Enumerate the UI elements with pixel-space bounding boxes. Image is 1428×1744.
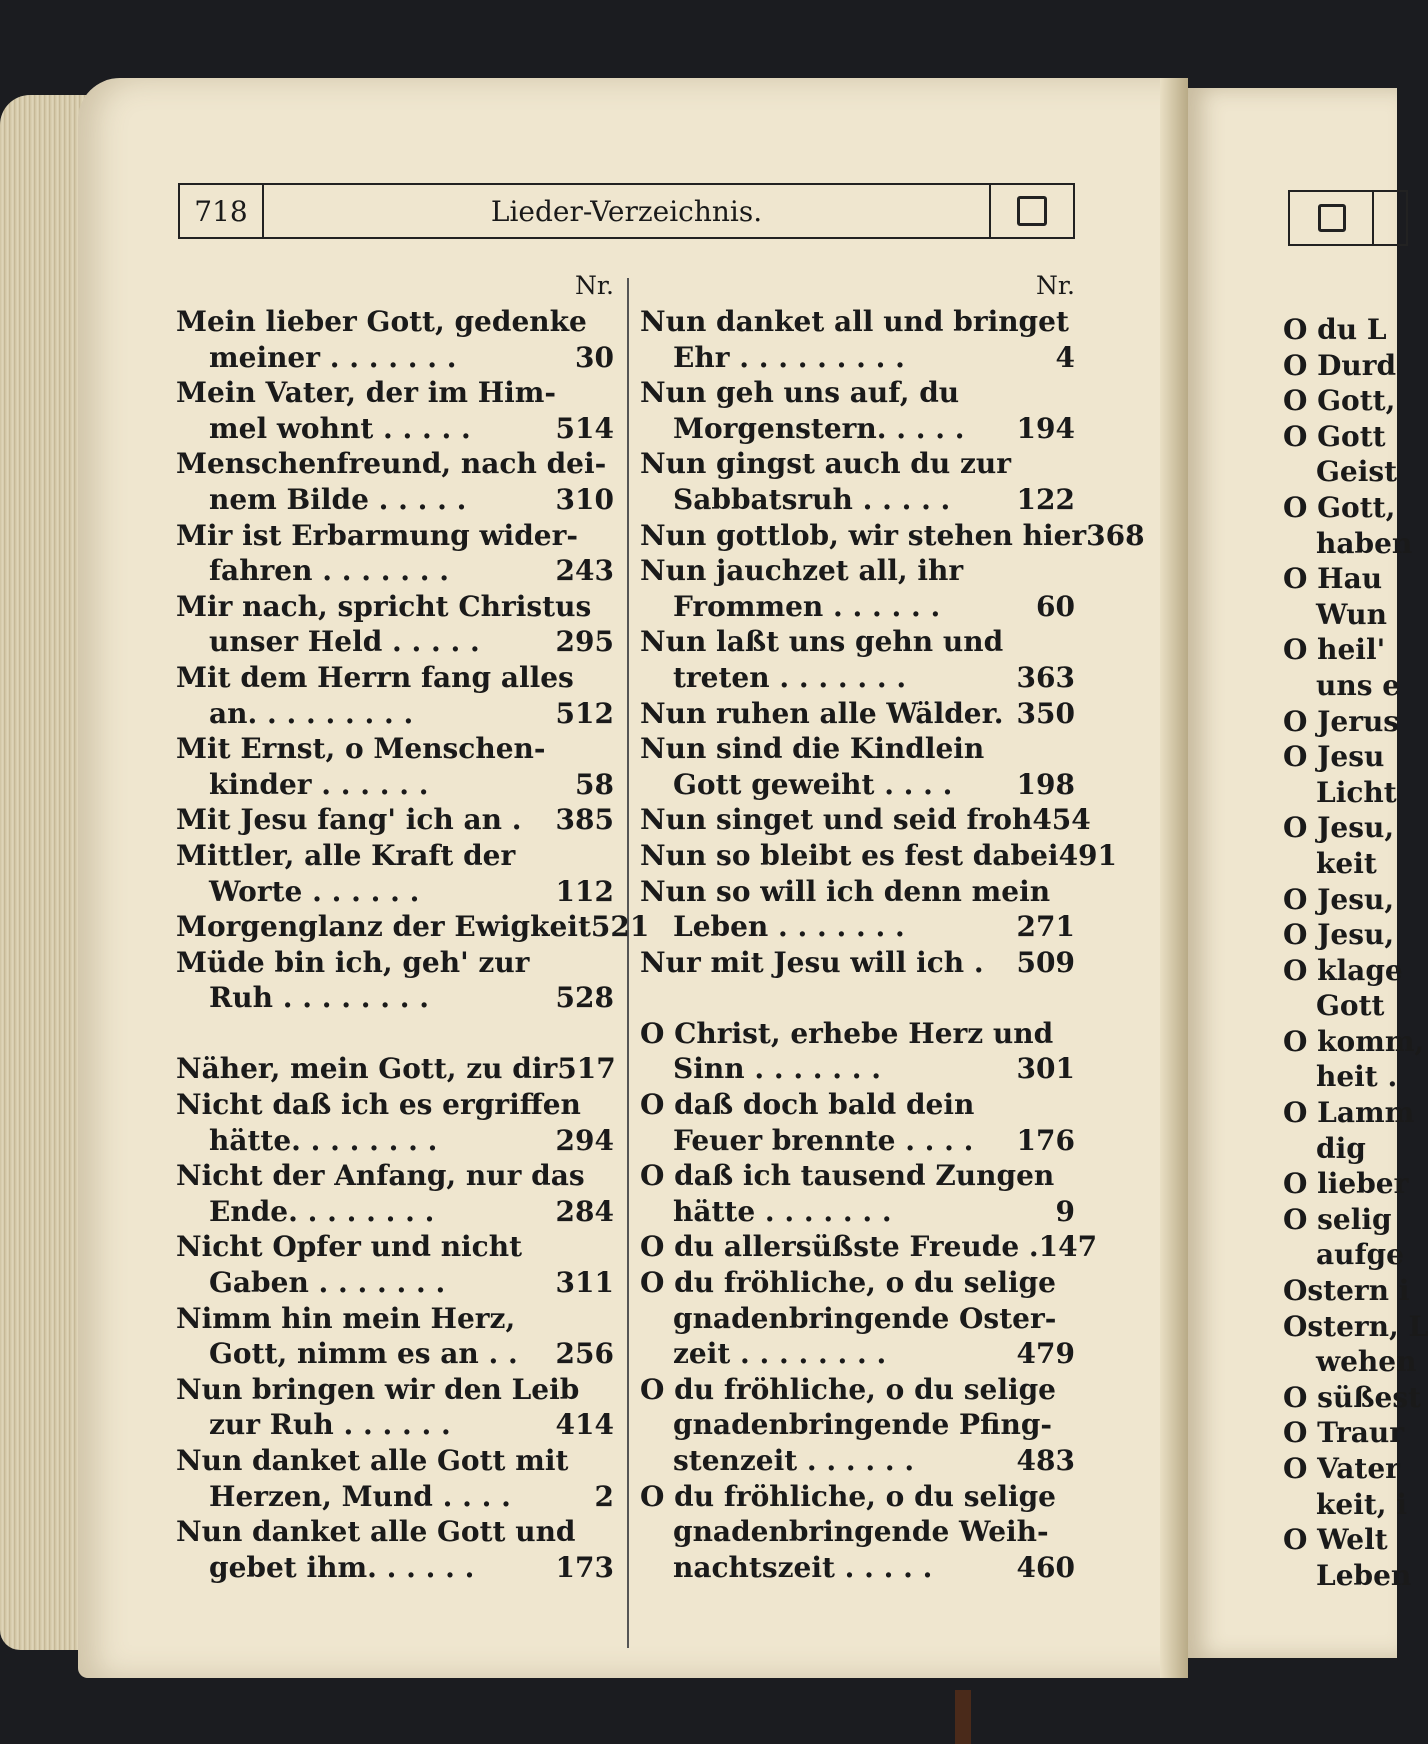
- hymn-number: 30: [575, 340, 614, 374]
- hymn-title: zur Ruh . . . . . .: [209, 1408, 451, 1442]
- hymn-title: O Hau: [1283, 562, 1383, 596]
- hymn-title: Morgenglanz der Ewigkeit: [176, 910, 591, 944]
- hymn-number: 256: [555, 1337, 614, 1371]
- hymn-number: 194: [1016, 411, 1075, 445]
- hymn-title: Nur mit Jesu will ich .: [640, 945, 984, 979]
- hymn-title: O heil': [1283, 633, 1386, 667]
- hymn-title: gnadenbringende Weih-: [673, 1515, 1049, 1549]
- index-line: [176, 1158, 614, 1194]
- hymn-title: Nun laßt uns gehn und: [640, 625, 1004, 659]
- hymn-number: 479: [1016, 1337, 1075, 1371]
- hymn-title: mel wohnt . . . . .: [209, 411, 471, 445]
- hymn-title: O komm,: [1283, 1024, 1425, 1058]
- index-line: [1283, 312, 1397, 348]
- index-line: [176, 1372, 614, 1408]
- index-line: [176, 1443, 614, 1479]
- index-line: [1283, 1380, 1422, 1416]
- index-line: [1283, 632, 1397, 668]
- square-icon: [1017, 196, 1047, 226]
- index-line: [176, 874, 614, 910]
- index-line: [640, 1265, 1075, 1301]
- index-line: [176, 624, 614, 660]
- index-line: [1283, 988, 1397, 1024]
- index-line: [1283, 775, 1397, 811]
- index-line: [640, 696, 1075, 732]
- index-line: [176, 1123, 614, 1159]
- index-line: [640, 411, 1075, 447]
- hymn-number: 363: [1016, 660, 1075, 694]
- hymn-number: 521: [590, 910, 650, 944]
- hymn-number: 112: [555, 874, 614, 908]
- hymn-number: 294: [555, 1123, 614, 1157]
- hymn-title: Nun danket alle Gott mit: [176, 1444, 569, 1477]
- index-line: [640, 482, 1075, 518]
- hymn-title: meiner . . . . . . .: [209, 340, 457, 374]
- hymn-title: Sabbatsruh . . . . .: [673, 482, 951, 516]
- section-gap: [176, 1016, 614, 1052]
- nr-label: Nr.: [574, 271, 614, 300]
- hymn-number: 350: [1016, 696, 1075, 730]
- index-line: [1283, 810, 1397, 846]
- index-line: [640, 945, 1075, 981]
- hymn-number: 491: [1058, 838, 1118, 872]
- hymn-title: Ruh . . . . . . . .: [209, 981, 429, 1015]
- hymn-number: 311: [555, 1266, 614, 1300]
- hymn-title: haben: [1316, 526, 1413, 560]
- hymn-title: Wun: [1316, 597, 1388, 631]
- index-line: [640, 1123, 1075, 1159]
- hymn-title: Nicht Opfer und nicht: [176, 1230, 523, 1264]
- hymn-title: hätte . . . . . . .: [673, 1194, 892, 1228]
- square-icon: [1318, 204, 1346, 232]
- index-line: [1283, 1024, 1425, 1060]
- hymn-title: Mir nach, spricht Christus: [176, 589, 592, 623]
- hymn-title: Herzen, Mund . . . .: [209, 1479, 511, 1513]
- index-line: [1283, 1166, 1409, 1202]
- hymn-title: hätte. . . . . . . .: [209, 1123, 438, 1157]
- index-line: [176, 838, 614, 874]
- index-line: [640, 446, 1075, 482]
- hymn-title: O selig: [1283, 1202, 1392, 1236]
- middle-column: [640, 268, 1145, 1585]
- hymn-title: unser Held . . . . .: [209, 625, 480, 659]
- index-line: [640, 1229, 1098, 1265]
- hymn-title: Nun ruhen alle Wälder.: [640, 696, 1004, 730]
- hymn-title: stenzeit . . . . . .: [673, 1444, 915, 1477]
- hymn-title: Frommen . . . . . .: [673, 589, 941, 623]
- hymn-number: 243: [555, 554, 614, 588]
- hymn-number: 310: [555, 482, 614, 516]
- hymn-title: fahren . . . . . . .: [209, 554, 449, 588]
- index-line: [1283, 1309, 1428, 1345]
- hymn-title: Mittler, alle Kraft der: [176, 838, 516, 872]
- hymn-title: nachtszeit . . . . .: [673, 1550, 933, 1584]
- index-line: [1283, 1273, 1410, 1309]
- hymn-title: treten . . . . . . .: [673, 660, 907, 694]
- index-line: [640, 1087, 1075, 1123]
- hymn-title: gnadenbringende Pfing-: [673, 1408, 1053, 1442]
- column-divider: [627, 278, 629, 1648]
- hymn-title: Gott geweiht . . . .: [673, 767, 953, 801]
- index-line: [640, 1372, 1075, 1408]
- hymn-title: gebet ihm. . . . . .: [209, 1550, 475, 1584]
- hymn-title: O Gott: [1283, 419, 1386, 453]
- hymn-title: O Jesu: [1283, 740, 1385, 774]
- index-line: [1283, 526, 1413, 562]
- hymn-title: aufge: [1316, 1238, 1404, 1272]
- index-line: [1283, 454, 1397, 490]
- index-line: [176, 660, 614, 696]
- index-line: [176, 340, 614, 376]
- index-line: [640, 1336, 1075, 1372]
- hymn-title: O Gott,: [1283, 384, 1396, 418]
- hymn-number: 4: [1055, 340, 1075, 374]
- index-line: [176, 1194, 614, 1230]
- hymn-number: 295: [555, 625, 614, 659]
- hymn-title: Nun so bleibt es fest dabei: [640, 838, 1059, 872]
- hymn-title: O du fröhliche, o du selige: [640, 1479, 1056, 1513]
- index-line: [640, 874, 1075, 910]
- hymn-title: heit .: [1316, 1060, 1398, 1094]
- index-line: [1283, 419, 1397, 455]
- index-line: [640, 802, 1091, 838]
- index-line: [176, 1087, 614, 1123]
- index-line: [1283, 1095, 1415, 1131]
- index-line: [1283, 704, 1400, 740]
- hymn-title: Nun sind die Kindlein: [640, 732, 985, 766]
- hymn-title: nem Bilde . . . . .: [209, 482, 467, 516]
- index-line: [1283, 561, 1397, 597]
- hymn-title: O du fröhliche, o du selige: [640, 1372, 1056, 1406]
- index-line: [640, 589, 1075, 625]
- hymn-title: gnadenbringende Oster-: [673, 1301, 1057, 1335]
- index-line: [1283, 1131, 1397, 1167]
- index-line: [1283, 882, 1397, 918]
- index-line: [1283, 846, 1397, 882]
- hymn-title: O du L: [1283, 313, 1387, 346]
- hymn-title: O Lamm: [1283, 1096, 1415, 1130]
- index-line: [176, 446, 614, 482]
- hymn-title: an. . . . . . . . .: [209, 696, 414, 730]
- hymn-title: O Jerus: [1283, 704, 1400, 738]
- hymn-number: 385: [555, 803, 614, 837]
- index-line: [1283, 1059, 1397, 1095]
- index-line: [176, 909, 650, 945]
- hymn-number: 122: [1016, 482, 1075, 516]
- hymn-number: 454: [1032, 803, 1091, 837]
- index-line: [1283, 668, 1401, 704]
- index-line: [176, 304, 614, 340]
- index-line: [176, 1229, 614, 1265]
- hymn-title: kinder . . . . . .: [209, 767, 429, 801]
- index-line: [1283, 383, 1397, 419]
- nr-label: Nr.: [1035, 271, 1075, 300]
- index-line: [176, 696, 614, 732]
- hymn-number: 2: [594, 1479, 614, 1513]
- page-number: 718: [180, 185, 264, 237]
- hymn-number: 512: [555, 696, 614, 730]
- index-line: [1283, 739, 1397, 775]
- hymn-title: dig: [1316, 1131, 1366, 1165]
- index-line: [176, 731, 614, 767]
- index-line: [176, 1301, 614, 1337]
- hymn-title: Licht: [1316, 775, 1397, 809]
- index-line: [176, 1479, 614, 1515]
- index-line: [1283, 1487, 1407, 1523]
- index-line: [1283, 597, 1397, 633]
- index-line: [640, 553, 1075, 589]
- hymn-title: Nun danket alle Gott und: [176, 1515, 576, 1549]
- index-line: [640, 518, 1145, 554]
- index-line: [1283, 1451, 1400, 1487]
- index-line: [640, 731, 1075, 767]
- hymn-title: Geist: [1316, 455, 1398, 489]
- index-line: [1283, 953, 1403, 989]
- hymn-title: Morgenstern. . . . .: [673, 411, 965, 445]
- hymn-title: Worte . . . . . .: [209, 874, 420, 908]
- index-line: [1283, 1558, 1412, 1594]
- left-column: [176, 268, 650, 1585]
- right-column: [1283, 312, 1428, 1593]
- index-line: [176, 1265, 614, 1301]
- hymn-title: Näher, mein Gott, zu dir: [176, 1052, 558, 1086]
- hymn-number: 301: [1016, 1052, 1075, 1086]
- hymn-title: Gott, nimm es an . .: [209, 1337, 518, 1371]
- hymn-title: Leben . . . . . . .: [673, 910, 905, 944]
- hymn-title: O Jesu,: [1283, 811, 1395, 845]
- hymn-title: O süßest: [1283, 1380, 1422, 1414]
- index-line: [640, 909, 1075, 945]
- index-line: [640, 1301, 1075, 1337]
- index-line: [640, 1550, 1075, 1586]
- hymn-number: 528: [555, 981, 614, 1015]
- section-gap: [640, 980, 1075, 1016]
- hymn-number: 173: [555, 1550, 614, 1584]
- index-line: [176, 767, 614, 803]
- hymn-title: Mit Ernst, o Menschen-: [176, 732, 546, 766]
- index-line: [176, 802, 614, 838]
- hymn-number: 368: [1086, 518, 1145, 552]
- header-box: [989, 185, 1073, 237]
- index-line: [1283, 917, 1397, 953]
- hymn-title: Nun danket all und bringet: [640, 305, 1069, 338]
- index-line: [1283, 490, 1397, 526]
- hymn-title: O Welt: [1283, 1523, 1388, 1557]
- hymn-title: zeit . . . . . . . .: [673, 1337, 887, 1371]
- hymn-number: 147: [1038, 1230, 1098, 1264]
- index-line: [640, 375, 1075, 411]
- index-line: [176, 482, 614, 518]
- page-title: Lieder-Verzeichnis.: [490, 194, 763, 228]
- index-line: [176, 518, 614, 554]
- hymn-title: Feuer brennte . . . .: [673, 1123, 974, 1157]
- hymn-title: keit, i: [1316, 1487, 1407, 1521]
- hymn-title: O klage: [1283, 953, 1403, 987]
- index-line: [176, 589, 614, 625]
- hymn-title: O Durd: [1283, 348, 1397, 382]
- index-line: [176, 411, 614, 447]
- index-line: [1283, 1415, 1404, 1451]
- hymn-number: 514: [555, 411, 614, 445]
- hymn-number: 414: [555, 1408, 614, 1442]
- hymn-title: Gott: [1316, 989, 1385, 1023]
- right-page-header: [1288, 190, 1408, 246]
- index-line: [640, 624, 1075, 660]
- hymn-title: Nun gottlob, wir stehen hier: [640, 518, 1087, 552]
- index-line: [640, 1514, 1075, 1550]
- hymn-title: Mir ist Erbarmung wider-: [176, 518, 578, 552]
- hymn-title: Leben: [1316, 1558, 1412, 1592]
- index-line: [176, 1514, 614, 1550]
- hymn-title: Nun bringen wir den Leib: [176, 1372, 580, 1406]
- hymn-title: O du fröhliche, o du selige: [640, 1266, 1056, 1300]
- hymn-title: O Vater: [1283, 1452, 1400, 1485]
- hymn-number: 176: [1016, 1123, 1075, 1157]
- hymn-title: O Jesu,: [1283, 918, 1395, 952]
- hymn-title: Ostern i: [1283, 1274, 1410, 1308]
- index-line: [1283, 348, 1397, 384]
- hymn-number: 198: [1016, 767, 1075, 801]
- index-line: [1283, 1237, 1404, 1273]
- index-line: [640, 1443, 1075, 1479]
- hymn-title: O du allersüßste Freude .: [640, 1230, 1039, 1264]
- hymn-title: Ende. . . . . . . .: [209, 1194, 435, 1228]
- hymn-title: Nun gingst auch du zur: [640, 447, 1011, 481]
- hymn-title: Nun so will ich denn mein: [640, 874, 1051, 908]
- hymn-title: Sinn . . . . . . .: [673, 1052, 882, 1086]
- hymn-title: uns e: [1316, 668, 1401, 702]
- hymn-title: O Traur: [1283, 1416, 1404, 1450]
- index-line: [640, 1158, 1075, 1194]
- index-line: [640, 1479, 1075, 1515]
- index-line: [176, 1336, 614, 1372]
- book-gutter: [1160, 78, 1188, 1678]
- index-line: [640, 1016, 1075, 1052]
- index-line: [1283, 1202, 1397, 1238]
- index-line: [1283, 1344, 1417, 1380]
- index-line: [176, 1051, 614, 1087]
- hymn-title: O daß ich tausend Zungen: [640, 1159, 1055, 1193]
- index-line: [176, 375, 614, 411]
- hymn-title: Ehr . . . . . . . . .: [673, 340, 905, 374]
- index-line: [640, 767, 1075, 803]
- index-line: [1283, 1522, 1397, 1558]
- hymn-title: Nicht der Anfang, nur das: [176, 1159, 585, 1193]
- hymn-title: O lieber: [1283, 1167, 1409, 1201]
- page-header: [178, 183, 1075, 239]
- hymn-title: Nimm hin mein Herz,: [176, 1301, 516, 1335]
- hymn-number: 271: [1016, 910, 1075, 944]
- hymn-number: 284: [555, 1194, 614, 1228]
- index-line: [640, 1407, 1075, 1443]
- index-line: [640, 1194, 1075, 1230]
- hymn-title: Nun singet und seid froh: [640, 803, 1033, 837]
- index-line: [640, 340, 1075, 376]
- hymn-title: O Gott,: [1283, 490, 1396, 524]
- hymn-title: wehen: [1316, 1345, 1417, 1379]
- hymn-title: Nun geh uns auf, du: [640, 376, 960, 410]
- hymn-title: Nicht daß ich es ergriffen: [176, 1088, 581, 1122]
- hymn-title: Müde bin ich, geh' zur: [176, 945, 530, 979]
- hymn-title: Mit Jesu fang' ich an .: [176, 803, 522, 837]
- hymn-title: Ostern, L: [1283, 1309, 1428, 1343]
- hymn-title: Mit dem Herrn fang alles: [176, 660, 574, 694]
- index-line: [640, 660, 1075, 696]
- hymn-title: O Jesu,: [1283, 882, 1395, 916]
- hymn-title: Mein Vater, der im Him-: [176, 376, 557, 410]
- hymn-title: Menschenfreund, nach dei-: [176, 447, 607, 481]
- index-line: [176, 980, 614, 1016]
- hymn-number: 517: [557, 1052, 616, 1086]
- hymn-number: 509: [1016, 945, 1075, 979]
- index-line: [176, 1407, 614, 1443]
- hymn-title: O Christ, erhebe Herz und: [640, 1016, 1054, 1050]
- hymn-title: Gaben . . . . . . .: [209, 1266, 446, 1300]
- hymn-number: 60: [1036, 589, 1075, 623]
- hymn-title: O daß doch bald dein: [640, 1088, 975, 1122]
- index-line: [640, 304, 1075, 340]
- hymn-number: 58: [575, 767, 614, 801]
- bookmark-ribbon: [955, 1690, 971, 1744]
- hymn-number: 460: [1016, 1550, 1075, 1584]
- index-line: [640, 838, 1118, 874]
- index-line: [176, 553, 614, 589]
- hymn-title: Nun jauchzet all, ihr: [640, 554, 964, 588]
- hymn-title: keit: [1316, 846, 1377, 880]
- hymn-title: Mein lieber Gott, gedenke: [176, 305, 587, 338]
- hymn-number: 9: [1055, 1194, 1075, 1228]
- hymn-number: 483: [1016, 1444, 1075, 1477]
- index-line: [176, 1550, 614, 1586]
- index-line: [640, 1051, 1075, 1087]
- index-line: [176, 945, 614, 981]
